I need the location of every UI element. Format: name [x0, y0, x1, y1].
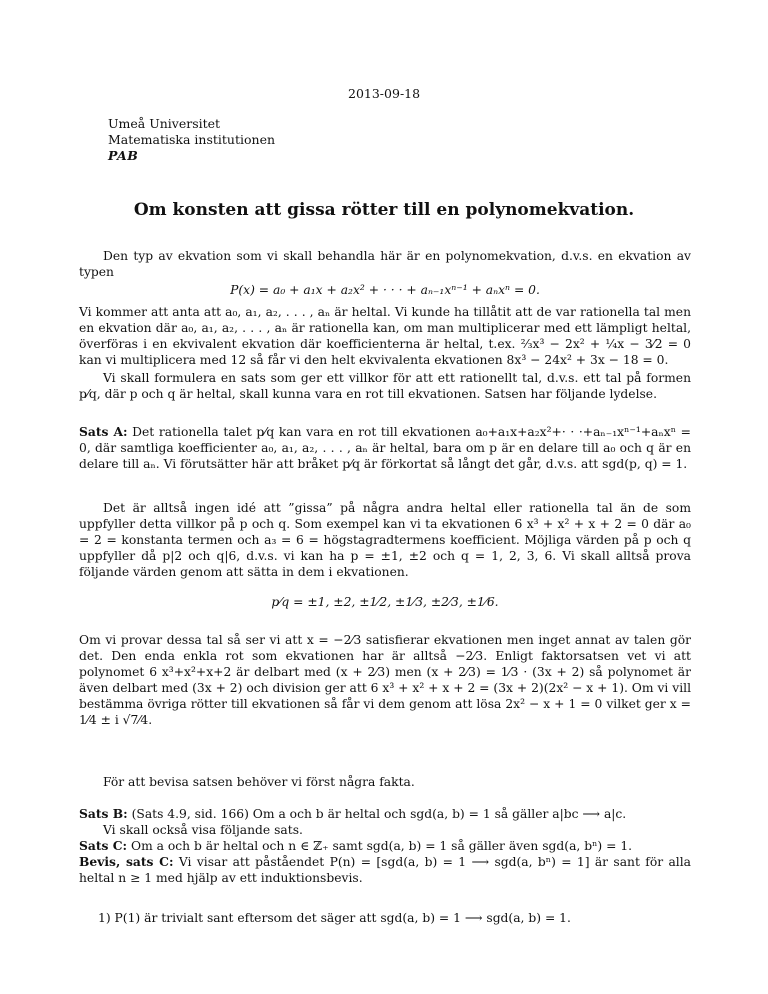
paragraph-also-show: Vi skall också visa följande sats. [103, 823, 303, 837]
theorem-a-text: Det rationella talet p⁄q kan vara en rot till ekvationen a₀+a₁x+a₂x²+· · ·+aₙ₋₁xⁿ⁻¹+aₙxⁿ = 0, där samtliga koefficienter a₀, a₁, a₂, . . . , aₙ är heltal, bara om p är en delare till a₀ och q är en delare till aₙ. Vi förutsätter här att bråket p⁄q är förkortat så långt det går, d.v.s. att sgd(p, q) = 1. [79, 425, 691, 471]
theorem-a-label: Sats A: [79, 424, 128, 439]
paragraph-sats-intro: Vi skall formulera en sats som ger ett villkor för att ett rationellt tal, d.v.s. ett tal på formen p⁄q, där p och q är heltal, skall kunna vara en rot till ekvationen. Satsen har följande lydelse. [79, 371, 691, 401]
paragraph-integers [79, 304, 691, 368]
theorem-c-text: Om a och b är heltal och n ∈ ℤ₊ samt sgd(a, b) = 1 så gäller även sgd(a, bⁿ) = 1. [130, 839, 633, 853]
theorem-b [79, 806, 691, 886]
paragraph-coefficients: Vi kommer att anta att a₀, a₁, a₂, . . . , aₙ är heltal. Vi kunde ha tillåtit att de var rationella tal men en ekvation där a₀, a₁, a₂, . . . , aₙ är rationella kan, om man multiplicerar med ett lämpligt heltal, överföras i en ekvivalent ekvation där koefficienterna är heltal, t.ex. ⅔x³ − 2x² + ¼x − 3⁄2 = 0 kan vi multiplicera med 12 så får vi den helt ekvivalenta ekvationen 8x³ − 24x² + 3x − 18 = 0. [79, 305, 691, 367]
address-block [108, 116, 275, 164]
theorem-c-label: Sats C: [79, 838, 128, 853]
document-date: 2013-09-18 [348, 86, 421, 101]
paragraph-need-facts: För att bevisa satsen behöver vi först några fakta. [103, 775, 415, 789]
theorem-b-text: (Sats 4.9, sid. 166) Om a och b är heltal och sgd(a, b) = 1 så gäller a|bc ⟶ a|c. [131, 807, 627, 821]
author-initials: PAB [108, 148, 139, 163]
theorem-b-label: Sats B: [79, 806, 128, 821]
paragraph-formulate [79, 370, 691, 402]
paragraph-factor: Om vi provar dessa tal så ser vi att x = −2⁄3 satisfierar ekvationen men inget annat av talen gör det. Den enda enkla rot som ekvationen har är alltså −2⁄3. Enligt faktorsatsen vet vi att polynomet 6 x³+x²+x+2 är delbart med (x + 2⁄3) men (x + 2⁄3) = 1⁄3 · (3x + 2) så polynomet är även delbart med (3x + 2) och division ger att 6 x³ + x² + x + 2 = (3x + 2)(2x² − x + 1). Om vi vill bestämma övriga rötter till ekvationen så får vi dem genom att lösa 2x² − x + 1 = 0 vilket ger x = 1⁄4 ± i √7⁄4. [79, 633, 691, 727]
proof-c-text: Vi visar att påståendet P(n) = [sgd(a, b) = 1 ⟶ sgd(a, bⁿ) = 1] är sant för alla heltal n ≥ 1 med hjälp av ett induktionsbevis. [79, 855, 691, 885]
document-title: Om konsten att gissa rötter till en polynomekvation. [133, 200, 635, 220]
proof-c-label: Bevis, sats C: [79, 854, 174, 869]
university-name: Umeå Universitet [108, 116, 221, 131]
equation-polynomial: P(x) = a₀ + a₁x + a₂x² + · · · + aₙ₋₁xⁿ⁻¹ + aₙxⁿ = 0. [230, 283, 540, 297]
department-name: Matematiska institutionen [108, 132, 276, 147]
theorem-a [79, 424, 691, 472]
proof-item-1: 1) P(1) är trivialt sant eftersom det säger att sgd(a, b) = 1 ⟶ sgd(a, b) = 1. [98, 911, 571, 925]
paragraph-root [79, 632, 691, 728]
paragraph-example [79, 500, 691, 580]
paragraph-intro: Den typ av ekvation som vi skall behandla här är en polynomekvation, d.v.s. en ekvation av typen [79, 249, 691, 279]
intro-paragraph [79, 248, 691, 280]
proof-step-1 [98, 910, 691, 926]
equation-candidates: p⁄q = ±1, ±2, ±1⁄2, ±1⁄3, ±2⁄3, ±1⁄6. [271, 595, 499, 609]
paragraph-facts [79, 774, 691, 790]
paragraph-guess: Det är alltså ingen idé att ”gissa” på några andra heltal eller rationella tal än de som uppfyller detta villkor på p och q. Som exempel kan vi ta ekvationen 6 x³ + x² + x + 2 = 0 där a₀ = 2 = konstanta termen och a₃ = 6 = högstagradtermens koefficient. Möjliga värden på p och q uppfyller då p|2 och q|6, d.v.s. vi kan ha p = ±1, ±2 och q = 1, 2, 3, 6. Vi skall alltså prova följande värden genom att sätta in dem i ekvationen. [79, 501, 691, 579]
